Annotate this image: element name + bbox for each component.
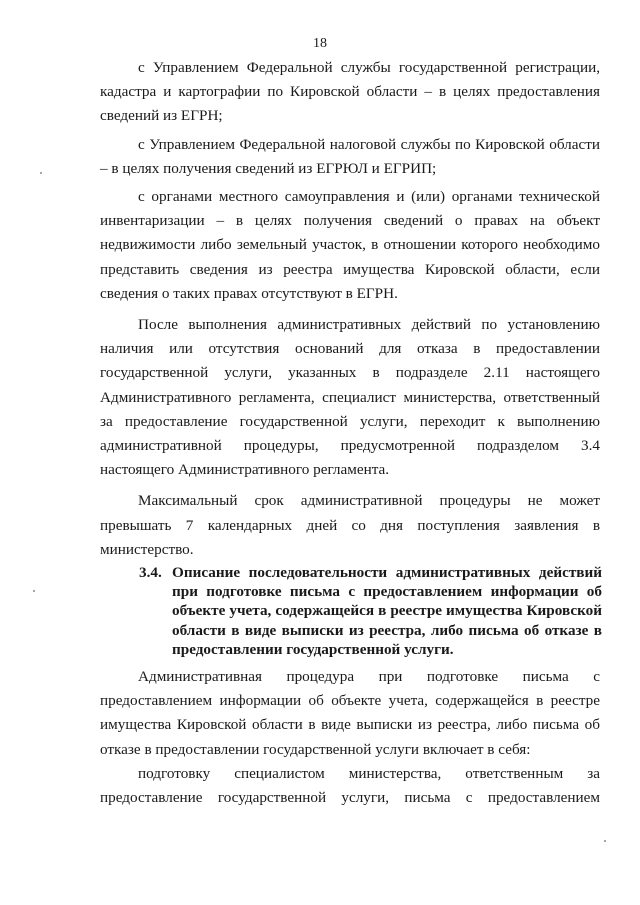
section-body-block	[100, 665, 600, 810]
paragraph-local-authorities: с органами местного самоуправления и (или) органами технической инвентаризации – в целях получения сведений о правах на объект недвижимости либо земельный участок, в отношении которого необходимо представить сведения из реестра имущества Кировской области, если сведения о таких правах отсутствуют в ЕГРН.	[100, 188, 600, 302]
paragraph-preparation: подготовку специалистом министерства, ответственным за предоставление государственной услуги, письма с предоставлением	[100, 764, 600, 807]
scan-speck	[40, 172, 42, 174]
body-text-block	[100, 56, 600, 562]
section-number: 3.4.	[139, 564, 162, 581]
scan-speck	[604, 840, 606, 842]
page-number: 18	[313, 36, 327, 51]
paragraph-after-actions: После выполнения административных действий по установлению наличия или отсутствия оснований для отказа в предоставлении государственной услуги, указанных в подразделе 2.11 настоящего Административного регламента, специалист министерства, ответственный за предоставление государственной услуги, переходит к выполнению административной процедуры, предусмотренной подразделом 3.4 настоящего Административного регламента.	[100, 316, 600, 479]
section-title: Описание последовательности административных действий при подготовке письма с предоставлением информации об объекте учета, содержащейся в реестре имущества Кировской области в виде выписки из реестра, либо письма об отказе в предоставлении государственной услуги.	[172, 564, 602, 658]
paragraph-procedure-includes: Административная процедура при подготовке письма с предоставлением информации об объекте учета, содержащейся в реестре имущества Кировской области в виде выписки из реестра, либо письма об отказе в предоставлении государственной услуги включает в себя:	[100, 668, 600, 758]
section-heading	[139, 563, 602, 659]
paragraph-tax-service: с Управлением Федеральной налоговой службы по Кировской области – в целях получения сведений из ЕГРЮЛ и ЕГРИП;	[100, 135, 600, 177]
paragraph-max-term: Максимальный срок административной процедуры не может превышать 7 календарных дней со дня поступления заявления в министерство.	[100, 492, 600, 558]
scan-speck	[33, 590, 35, 592]
paragraph-rosreestr: с Управлением Федеральной службы государственной регистрации, кадастра и картографии по Кировской области – в целях предоставления сведений из ЕГРН;	[100, 59, 600, 125]
